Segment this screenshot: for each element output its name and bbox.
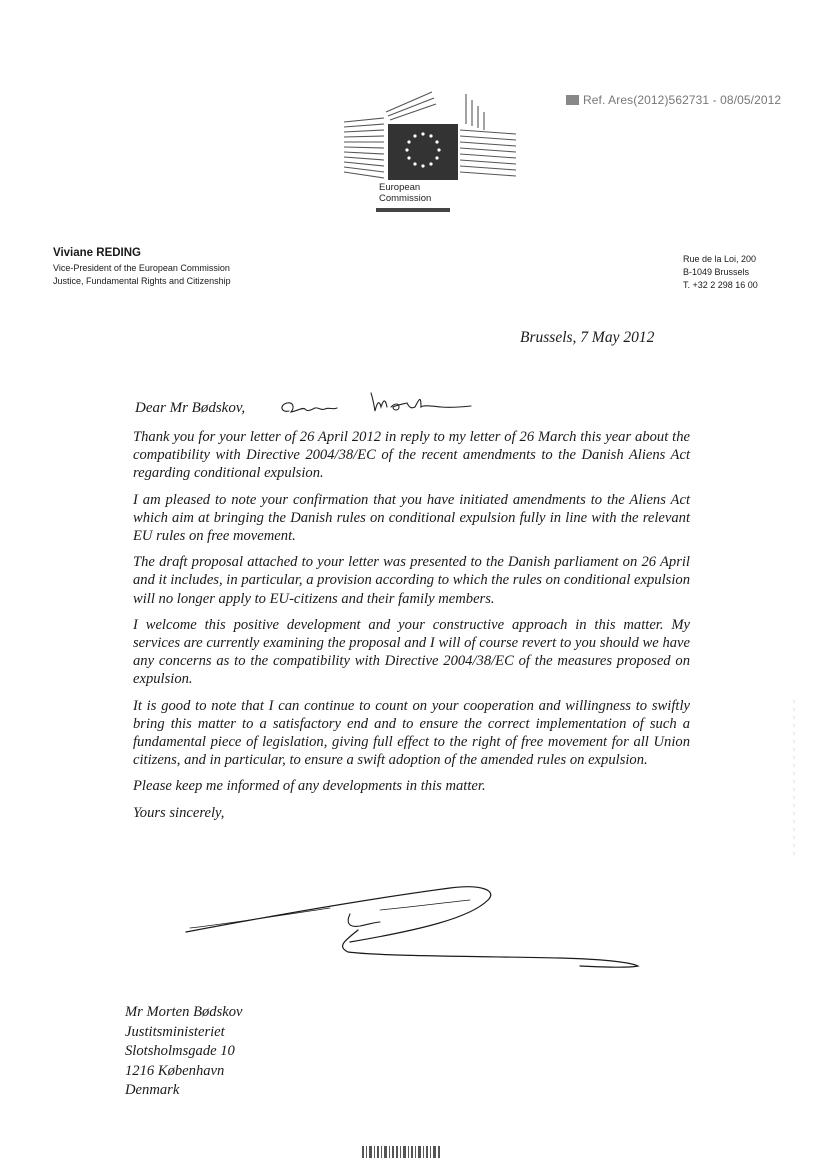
- paragraph: Thank you for your letter of 26 April 2012 in reply to my letter of 26 March this year about the compatibility with Directive 2004/38/EC of the recent amendments to the Danish Aliens Act regarding conditional expulsion.: [133, 429, 690, 482]
- recipient-country: Denmark: [125, 1082, 180, 1098]
- european-commission-logo: [336, 90, 522, 215]
- paragraph: I welcome this positive development and your constructive approach in this matter. My services are currently examining the proposal and I will of course revert to you should we have any concerns as to the compatibility with Directive 2004/38/EC of the measures proposed on expulsion.: [133, 616, 690, 688]
- recipient-city: 1216 København: [125, 1062, 225, 1079]
- paragraph: Please keep me informed of any developments in this matter.: [133, 778, 486, 795]
- organisation-name: European Commission: [379, 182, 432, 204]
- sender-address: Rue de la Loi, 200 B-1049 Brussels T. +32 2 298 16 00: [683, 254, 758, 290]
- letter-date: Brussels, 7 May 2012: [520, 329, 655, 346]
- paragraph: The draft proposal attached to your letter was presented to the Danish parliament on 26 April and it includes, in particular, a provision according to which the rules on conditional expulsion will no longer apply to EU-citizens and their family members.: [133, 554, 690, 607]
- reference-stamp: [566, 93, 796, 107]
- sender-block: [53, 247, 231, 288]
- recipient-address: [125, 1003, 243, 1101]
- stamp-icon: [566, 95, 579, 105]
- letter-body: [133, 428, 690, 824]
- paragraph: It is good to note that I can continue to count on your cooperation and willingness to swiftly bring this matter to a satisfactory end and to ensure the correct implementation of such a fundamental piece of legislation, giving full effect to the right of free movement for all Union citizens, and in particular, to ensure a swift adoption of the amended rules on expulsion.: [133, 697, 690, 769]
- paragraph: I am pleased to note your confirmation that you have initiated amendments to the Aliens Act which aim at bringing the Danish rules on conditional expulsion fully in line with the relevant EU rules on free movement.: [133, 491, 690, 545]
- barcode-mark: [362, 1146, 440, 1158]
- handwritten-greeting: [275, 385, 475, 424]
- recipient-street: Slotsholmsgade 10: [125, 1043, 235, 1059]
- recipient-ministry: Justitsministeriet: [125, 1023, 225, 1040]
- scan-artifact: [793, 700, 795, 860]
- sender-name: Viviane REDING: [53, 247, 141, 259]
- handwritten-signature: [180, 870, 650, 985]
- recipient-name: Mr Morten Bødskov: [125, 1004, 243, 1020]
- eu-flag-icon: [388, 124, 458, 180]
- reference-text: Ref. Ares(2012)562731 - 08/05/2012: [583, 93, 782, 107]
- salutation: Dear Mr Bødskov,: [135, 400, 246, 416]
- sender-portfolio: Justice, Fundamental Rights and Citizenship: [53, 276, 231, 286]
- sender-title: Vice-President of the European Commission: [53, 263, 230, 273]
- closing: Yours sincerely,: [133, 804, 225, 821]
